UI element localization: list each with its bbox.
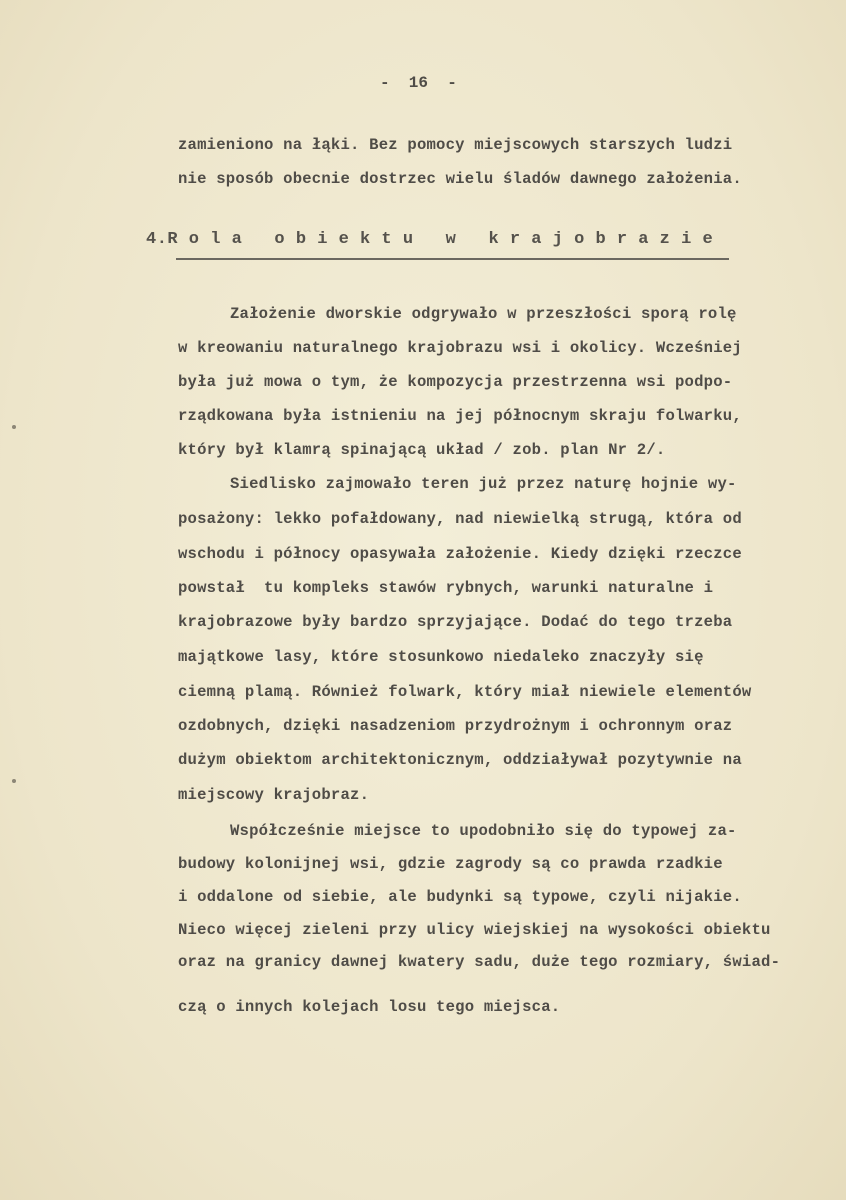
paper-speck (12, 425, 16, 429)
text-line: i oddalone od siebie, ale budynki są typowe, czyli nijakie. (178, 888, 742, 906)
text-line: posażony: lekko pofałdowany, nad niewielką strugą, która od (178, 510, 742, 528)
text-line: dużym obiektom architektonicznym, oddziaływał pozytywnie na (178, 751, 742, 769)
section-heading: 4.R o l a o b i e k t u w k r a j o b r a z i e (146, 230, 714, 249)
page-number: - 16 - (380, 74, 457, 92)
heading-underline (176, 258, 729, 260)
text-line: zamieniono na łąki. Bez pomocy miejscowych starszych ludzi (178, 136, 733, 154)
text-line: czą o innych kolejach losu tego miejsca. (178, 998, 561, 1016)
text-line: nie sposób obecnie dostrzec wielu śladów dawnego założenia. (178, 170, 742, 188)
text-line: miejscowy krajobraz. (178, 786, 370, 804)
text-line: Współcześnie miejsce to upodobniło się do typowej za- (230, 822, 737, 840)
text-line: majątkowe lasy, które stosunkowo niedaleko znaczyły się (178, 648, 704, 666)
text-line: ciemną plamą. Również folwark, który miał niewiele elementów (178, 683, 752, 701)
text-line: w kreowaniu naturalnego krajobrazu wsi i okolicy. Wcześniej (178, 339, 742, 357)
text-line: który był klamrą spinającą układ / zob. plan Nr 2/. (178, 441, 666, 459)
text-line: wschodu i północy opasywała założenie. Kiedy dzięki rzeczce (178, 545, 742, 563)
text-line: powstał tu kompleks stawów rybnych, warunki naturalne i (178, 579, 714, 597)
text-line: krajobrazowe były bardzo sprzyjające. Dodać do tego trzeba (178, 613, 733, 631)
text-line: Nieco więcej zieleni przy ulicy wiejskiej na wysokości obiektu (178, 921, 771, 939)
text-line: Siedlisko zajmowało teren już przez naturę hojnie wy- (230, 475, 737, 493)
text-line: Założenie dworskie odgrywało w przeszłości sporą rolę (230, 305, 737, 323)
text-line: była już mowa o tym, że kompozycja przestrzenna wsi podpo- (178, 373, 733, 391)
text-line: oraz na granicy dawnej kwatery sadu, duże tego rozmiary, świad- (178, 953, 781, 971)
text-line: rządkowana była istnieniu na jej północnym skraju folwarku, (178, 407, 742, 425)
text-line: ozdobnych, dzięki nasadzeniom przydrożnym i ochronnym oraz (178, 717, 733, 735)
text-line: budowy kolonijnej wsi, gdzie zagrody są co prawda rzadkie (178, 855, 723, 873)
paper-speck (12, 779, 16, 783)
